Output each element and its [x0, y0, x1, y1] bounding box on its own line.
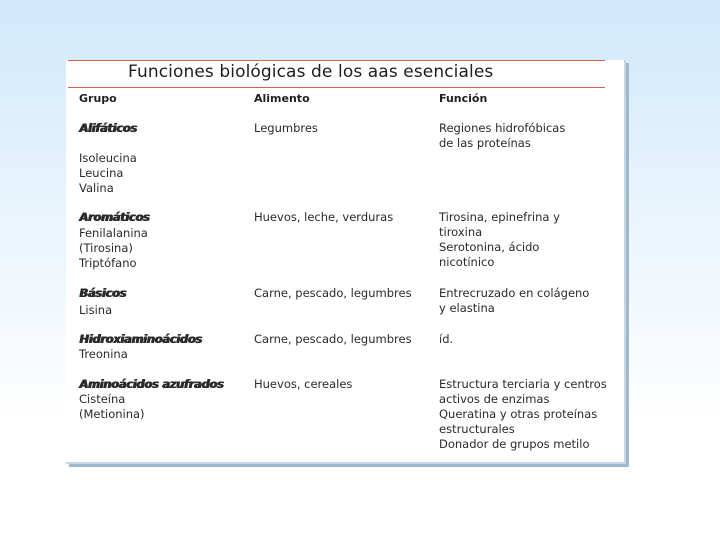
food-cell: Legumbres	[254, 121, 318, 135]
function-cell: íd.	[439, 332, 454, 346]
group-name: Aromáticos	[79, 210, 150, 224]
page-title: Funciones biológicas de los aas esenciales	[128, 62, 494, 82]
food-cell: Carne, pescado, legumbres	[254, 286, 412, 300]
header-food: Alimento	[254, 92, 310, 105]
function-cell: Tirosina, epinefrina y tiroxina Serotonina, ácido nicotínico	[439, 210, 560, 269]
group-members: Lisina	[79, 303, 113, 317]
group-members: Treonina	[79, 347, 128, 361]
food-cell: Carne, pescado, legumbres	[254, 332, 412, 346]
group-members: Isoleucina Leucina Valina	[79, 151, 137, 195]
group-members: Fenilalanina (Tirosina) Triptófano	[79, 226, 148, 270]
function-cell: Entrecruzado en colágeno y elastina	[439, 286, 590, 315]
function-cell: Estructura terciaria y centros activos de enzimas Queratina y otras proteínas estructurales Donador de grupos metilo	[439, 377, 607, 451]
food-cell: Huevos, cereales	[254, 377, 353, 391]
header-function: Función	[439, 92, 488, 105]
group-name: Alifáticos	[79, 121, 137, 135]
header-group: Grupo	[79, 92, 117, 105]
function-cell: Regiones hidrofóbicas de las proteínas	[439, 121, 566, 150]
group-name: Hidroxiaminoácidos	[79, 332, 202, 346]
group-name: Aminoácidos azufrados	[79, 377, 224, 391]
top-divider	[68, 60, 605, 61]
group-members: Cisteína (Metionina)	[79, 392, 145, 421]
title-divider	[68, 87, 605, 88]
group-name: Básicos	[79, 286, 126, 300]
food-cell: Huevos, leche, verduras	[254, 210, 394, 224]
